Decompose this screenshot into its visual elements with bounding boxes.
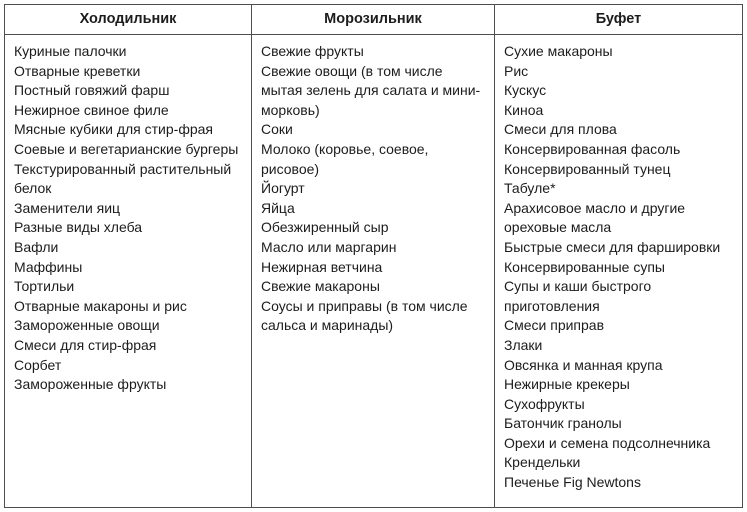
list-item: Супы и каши быстрого приготовления: [504, 278, 652, 314]
list-item: Свежие макароны: [261, 278, 380, 295]
list-item: Смеси для плова: [504, 121, 617, 138]
column-header-refrigerator: Холодильник: [5, 5, 251, 35]
list-item: Постный говяжий фарш: [14, 82, 170, 99]
list-item: Маффины: [14, 258, 83, 275]
list-item: Злаки: [504, 336, 543, 353]
list-item: Тортильи: [14, 278, 75, 295]
list-item: Куриные палочки: [14, 43, 127, 59]
list-item: Батончик гранолы: [504, 415, 622, 432]
column-items-freezer: [252, 35, 494, 507]
list-item: Сорбет: [14, 356, 62, 373]
list-item: Отварные креветки: [14, 62, 141, 79]
list-item: Рис: [504, 62, 529, 79]
list-item: Сухофрукты: [504, 395, 585, 412]
list-item: Сухие макароны: [504, 43, 613, 59]
list-item: Консервированная фасоль: [504, 140, 681, 157]
list-item: Нежирные крекеры: [504, 376, 630, 393]
list-item: Свежие фрукты: [261, 43, 364, 59]
column-refrigerator: [5, 5, 251, 507]
list-item: Замороженные овощи: [14, 317, 160, 334]
list-item: Текстурированный растительный белок: [14, 160, 232, 197]
column-items-pantry: [495, 35, 742, 507]
list-item: Орехи и семена подсолнечника: [504, 434, 711, 451]
list-item: Консервированные супы: [504, 258, 665, 275]
list-item: Йогурт: [261, 180, 305, 197]
column-items-refrigerator: [5, 35, 251, 507]
list-item: Соки: [261, 121, 293, 138]
list-item: Масло или маргарин: [261, 238, 397, 255]
column-pantry: [494, 5, 742, 507]
list-item: Смеси для стир-фрая: [14, 336, 157, 353]
list-item: Соусы и приправы (в том числе сальса и маринады): [261, 297, 468, 334]
list-item: Соевые и вегетарианские бургеры: [14, 140, 239, 157]
list-item: Нежирное свиное филе: [14, 101, 169, 118]
list-item: Быстрые смеси для фаршировки: [504, 238, 721, 255]
list-item: Обезжиренный сыр: [261, 219, 389, 236]
list-item: Смеси приправ: [504, 317, 605, 334]
list-item: Замороженные фрукты: [14, 376, 167, 393]
column-freezer: [251, 5, 494, 507]
column-header-pantry: Буфет: [495, 5, 742, 35]
list-item: Вафли: [14, 238, 59, 255]
list-item: Крендельки: [504, 454, 581, 471]
list-item: Арахисовое масло и другие ореховые масла: [504, 199, 686, 236]
list-item: Молоко (коровье, соевое, рисовое): [261, 140, 429, 177]
list-item: Кускус: [504, 82, 547, 99]
list-item: Нежирная ветчина: [261, 258, 383, 275]
list-item: Киноа: [504, 101, 544, 118]
list-item: Печенье Fig Newtons: [504, 474, 641, 491]
list-item: Яйца: [261, 199, 295, 216]
food-storage-table: [4, 4, 743, 508]
list-item: Мясные кубики для стир-фрая: [14, 121, 213, 138]
list-item: Разные виды хлеба: [14, 219, 143, 236]
list-item: Овсянка и манная крупа: [504, 356, 663, 373]
list-item: Отварные макароны и рис: [14, 297, 187, 314]
list-item: Заменители яиц: [14, 199, 121, 216]
list-item: Свежие овощи (в том числе мытая зелень для салата и мини-морковь): [261, 62, 481, 118]
column-header-freezer: Морозильник: [252, 5, 494, 35]
list-item: Консервированный тунец: [504, 160, 671, 177]
list-item: Табуле*: [504, 180, 556, 197]
